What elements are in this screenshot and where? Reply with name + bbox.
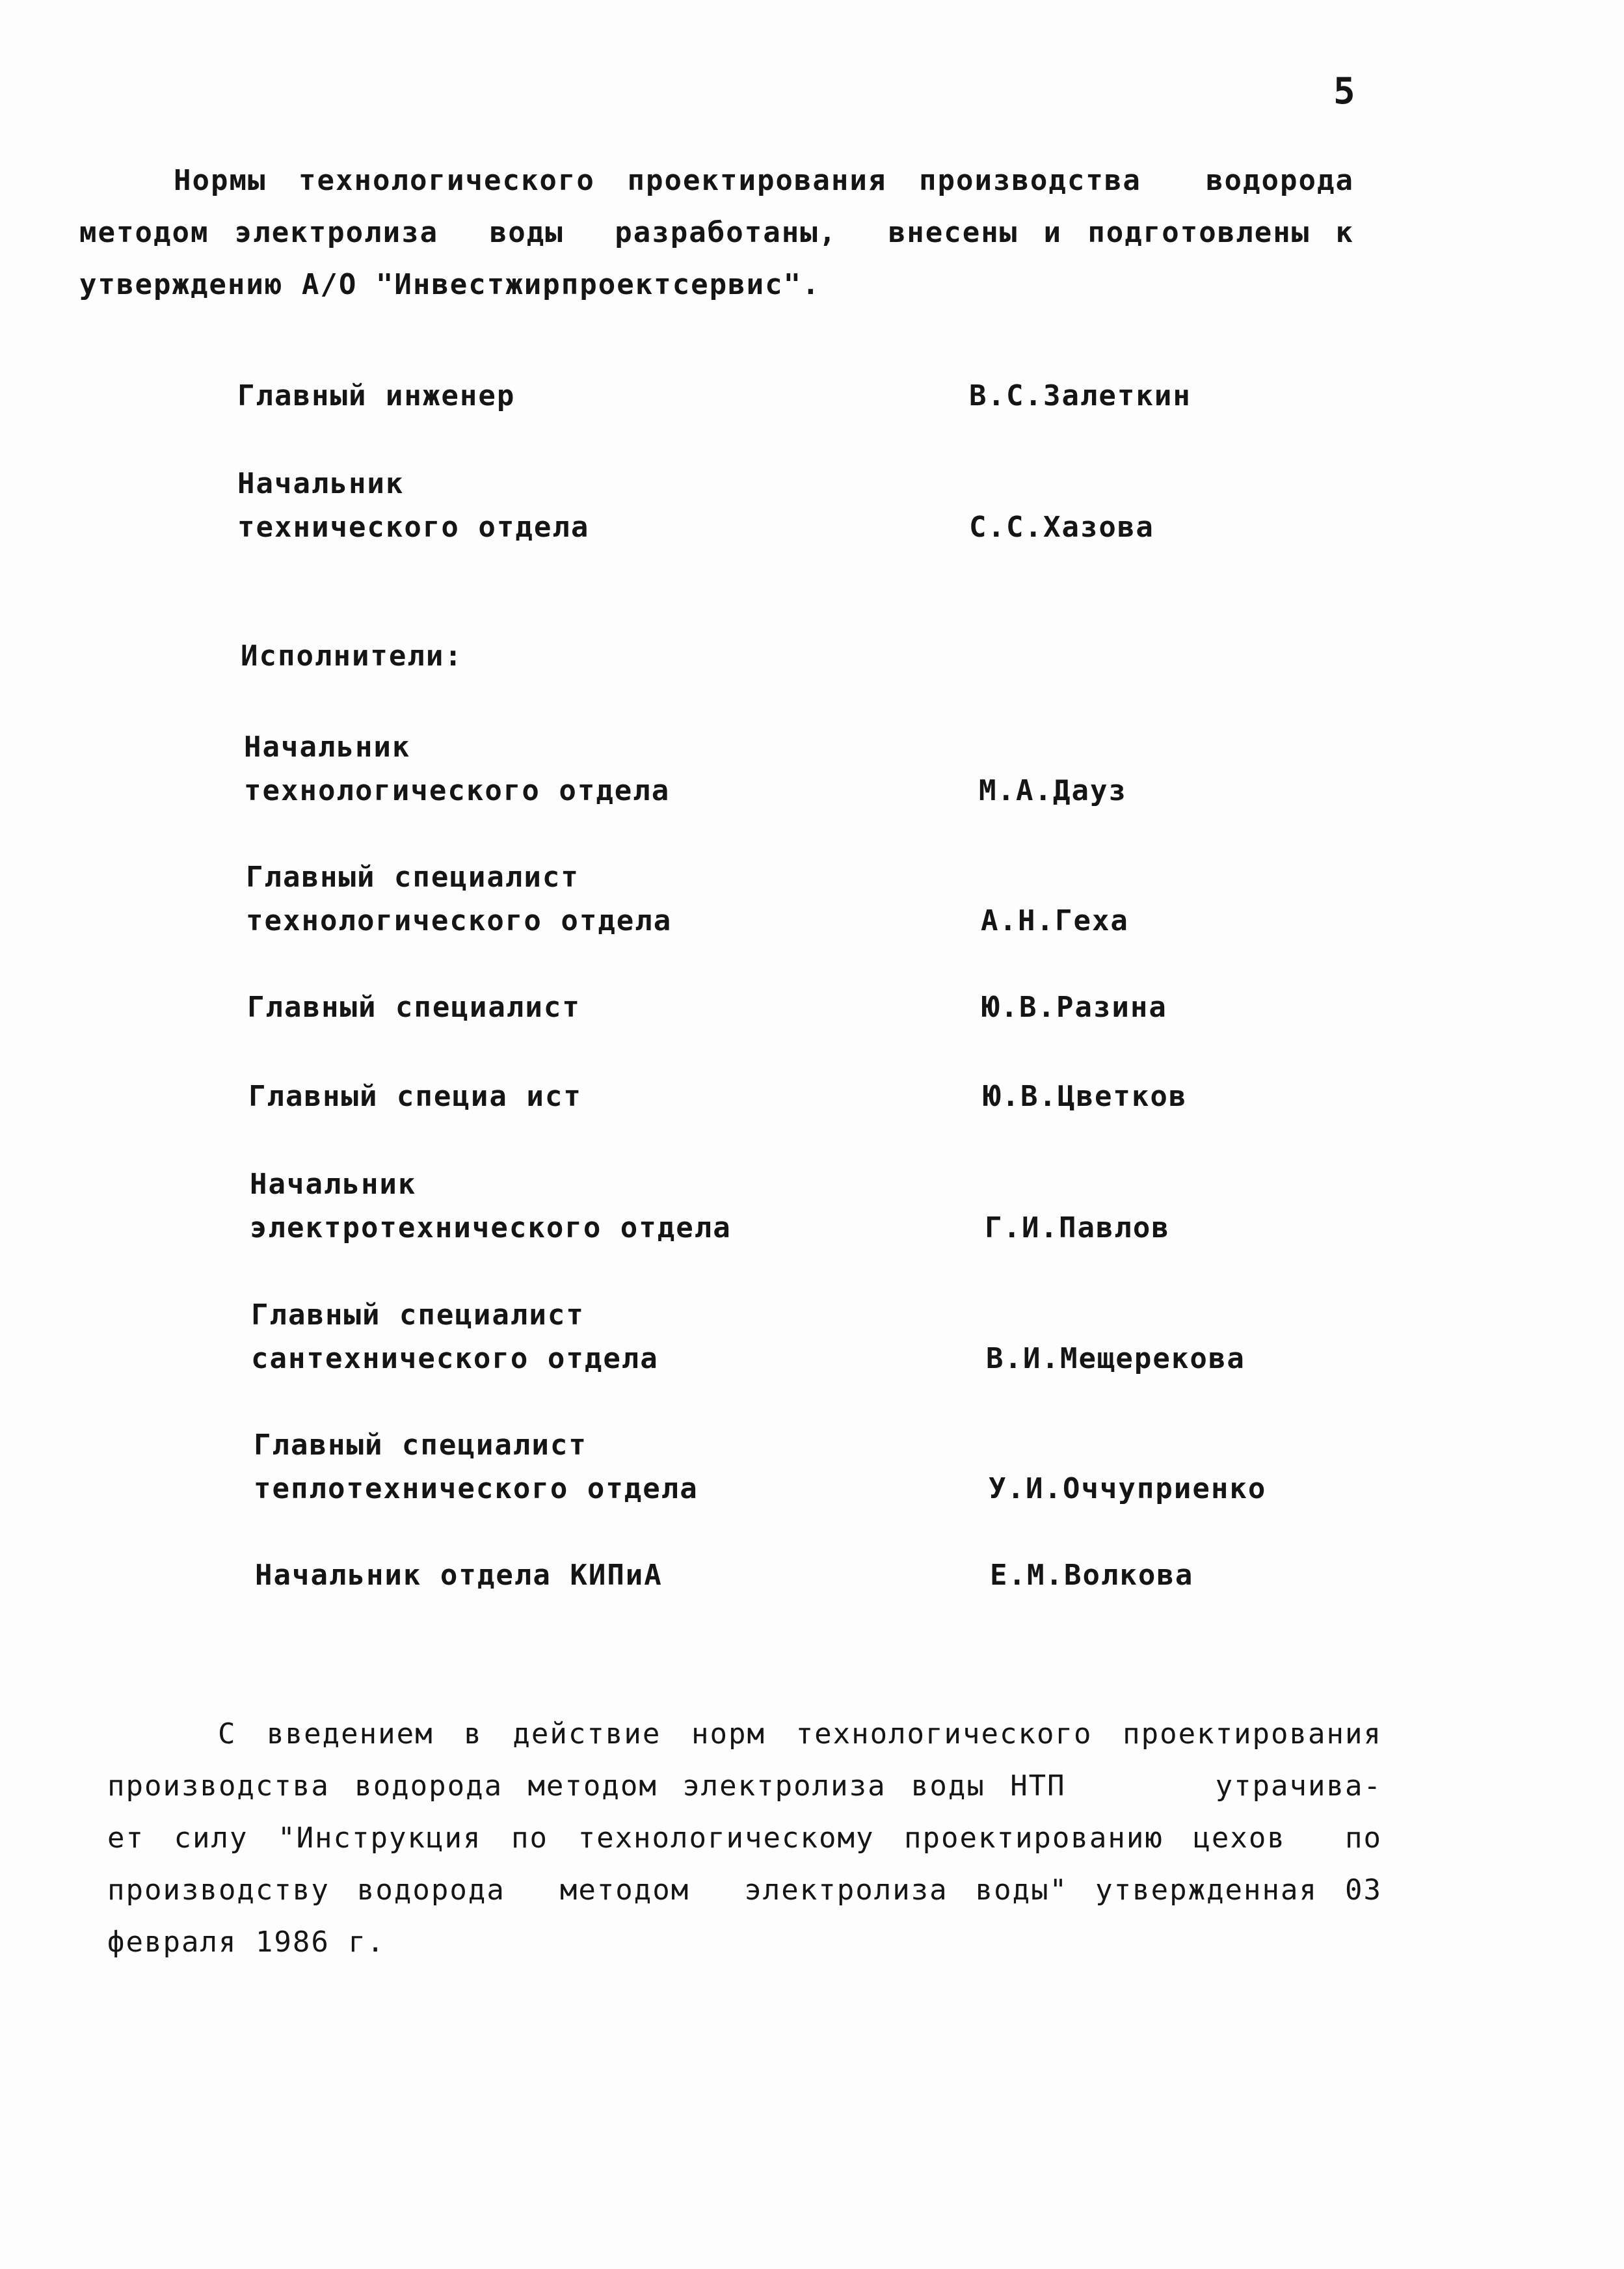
performers-heading: Исполнители:	[241, 639, 463, 673]
performer-name: В.И.Мещерекова	[986, 1342, 1245, 1375]
performer-role: Главный специа ист	[248, 1080, 582, 1113]
performer-name: А.Н.Геха	[981, 904, 1129, 937]
signatory-role: Главный инженер	[237, 379, 516, 412]
performer-role: технологического отдела	[244, 774, 671, 807]
intro-line: методом электролиза воды разработаны, внесены и подготовлены к	[79, 216, 1354, 249]
signatory-role: Начальник	[237, 467, 405, 500]
performer-entry	[247, 986, 1167, 1029]
performer-name: Ю.В.Цветков	[983, 1080, 1188, 1113]
performer-name: У.И.Оччуприенко	[989, 1472, 1267, 1505]
performer-entry	[246, 855, 1129, 943]
intro-line: утверждению А/О "Инвестжирпроектсервис".	[79, 268, 821, 301]
performer-name: Е.М.Волкова	[990, 1559, 1194, 1592]
signatory-name: С.С.Хазова	[969, 511, 1154, 544]
signatory-entry	[237, 462, 1154, 549]
performer-role: Главный специалист	[247, 991, 581, 1024]
performer-role: Начальник отдела КИПиА	[255, 1559, 663, 1592]
performer-role: Главный специалист	[246, 861, 579, 894]
performer-role: технологического отдела	[246, 904, 672, 937]
closing-line: производству водорода методом электролиза воды" утвержденная 03	[107, 1873, 1382, 1907]
performer-entry	[250, 1162, 1170, 1250]
intro-paragraph	[79, 155, 1354, 311]
performer-entry	[251, 1293, 1245, 1380]
performer-name: Ю.В.Разина	[982, 991, 1167, 1024]
closing-line: февраля 1986 г.	[107, 1926, 386, 1959]
performer-name: Г.И.Павлов	[985, 1211, 1170, 1244]
performer-entry	[248, 1075, 1188, 1118]
performer-entry	[244, 725, 1127, 812]
performer-role: теплотехнического отдела	[254, 1472, 699, 1505]
closing-line: ет силу "Инструкция по технологическому проектированию цехов по	[107, 1821, 1382, 1855]
performer-role: сантехнического отдела	[251, 1342, 659, 1375]
closing-paragraph	[107, 1708, 1382, 1968]
closing-line: производства водорода методом электролиза воды НТП утрачива-	[107, 1769, 1382, 1803]
signatory-name: В.С.Залеткин	[969, 379, 1191, 412]
performer-role: Главный специалист	[254, 1429, 587, 1462]
page-number: 5	[1333, 70, 1355, 113]
signatory-role: технического отдела	[237, 511, 590, 544]
performer-role: Главный специалист	[251, 1298, 585, 1332]
performer-entry	[254, 1423, 1267, 1510]
signatory-entry	[237, 374, 1191, 418]
performer-name: М.А.Дауз	[979, 774, 1127, 807]
intro-line: Нормы технологического проектирования производства водорода	[174, 164, 1354, 197]
performer-role: Начальник	[250, 1168, 417, 1201]
performer-role: электротехнического отдела	[250, 1211, 732, 1244]
closing-line: С введением в действие норм технологического проектирования	[218, 1717, 1382, 1751]
performer-entry	[255, 1553, 1194, 1597]
performer-role: Начальник	[244, 731, 411, 764]
